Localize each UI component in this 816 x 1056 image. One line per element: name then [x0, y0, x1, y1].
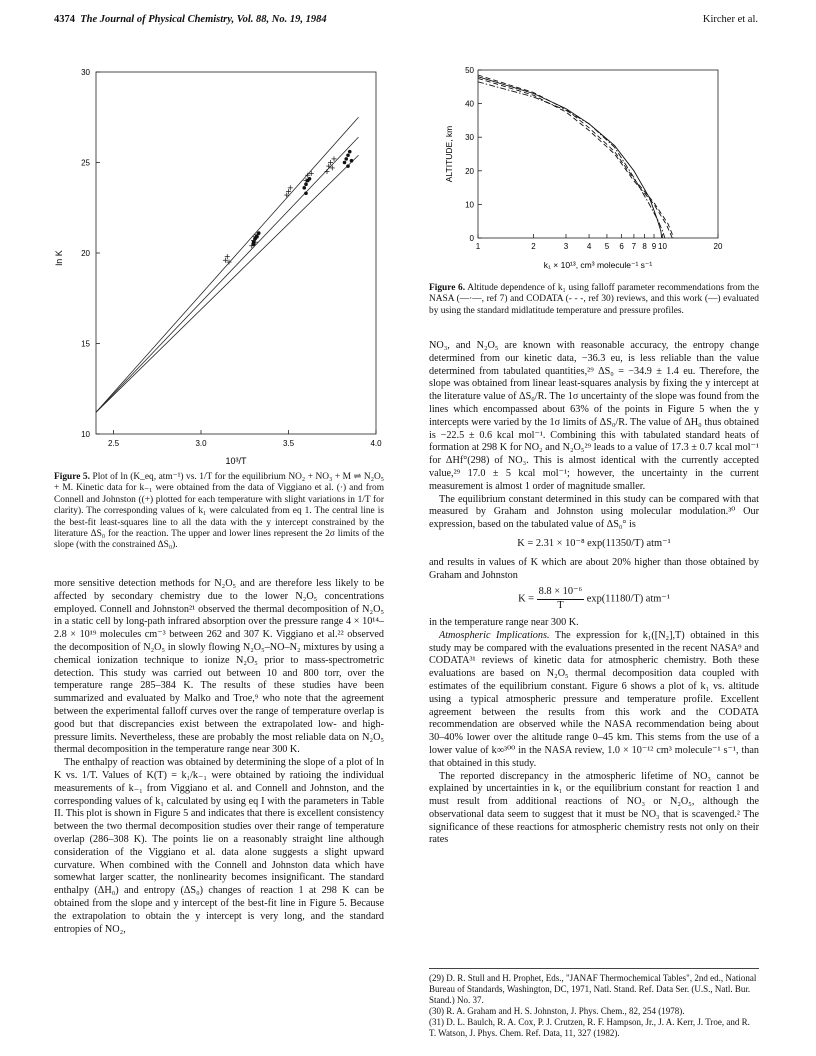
fig5-point-viggiano — [344, 157, 348, 161]
fig5-point-connell — [325, 169, 330, 174]
fig5-point-viggiano — [257, 231, 261, 235]
fig5-point-viggiano — [348, 150, 352, 154]
fig6-xtick-label: 1 — [475, 242, 481, 251]
fig6-ticks — [465, 66, 723, 251]
fig5-fit-lines — [96, 117, 359, 412]
fig5-frame — [96, 72, 376, 434]
fig6-curves — [478, 75, 674, 238]
fig5-fit-line-3 — [96, 155, 359, 412]
fig5-ytick-label: 15 — [81, 339, 90, 349]
page-number: 4374 — [54, 14, 75, 25]
right-paragraph-3: and results in values of K which are about 20% higher than those obtained by Graham and Johnston — [429, 556, 759, 581]
fig5-point-viggiano — [308, 177, 312, 181]
reference-29: (29) D. R. Stull and H. Prophet, Eds., "JANAF Thermochemical Tables", 2nd ed., National Bureau of Standards, Washington, DC, 1971, Natl. Stand. Ref. Data Ser. (U.S., Natl. Bur. Stand.) No. 37. — [429, 973, 757, 1005]
fig6-ylabel: ALTITUDE, km — [444, 125, 454, 183]
fig6-xtick-label: 6 — [619, 242, 624, 251]
fig5-point-viggiano — [304, 191, 308, 195]
fig6-xtick-label: 4 — [586, 242, 592, 251]
fig6-curve-dashed-3 — [478, 78, 672, 238]
fig5-xlabel: 10³/T — [225, 456, 247, 466]
fig6-xtick-label: 10 — [658, 242, 667, 251]
eq2-numerator: 8.8 × 10⁻⁶ — [537, 586, 585, 600]
right-paragraph-5 — [429, 630, 759, 771]
fig6-xtick-label: 9 — [651, 242, 657, 251]
equation-2 — [429, 586, 759, 613]
fig5-point-viggiano — [346, 153, 350, 157]
fig5-point-viggiano — [302, 186, 306, 190]
fig6-xtick-label: 8 — [642, 242, 647, 251]
fig5-ticks — [81, 68, 382, 448]
fig6-ytick-label: 30 — [465, 133, 474, 143]
fig6-xtick-label: 20 — [713, 242, 723, 251]
fig5-ytick-label: 30 — [81, 68, 90, 77]
running-header-left — [54, 14, 327, 25]
right-paragraph-6: The reported discrepancy in the atmospheric lifetime of NO₃ cannot be explained by uncertainties in k₁ or the equilibrium constant for reaction 1 and must result from additional reactions of NO₃ or N₂O₅, although the observational data seem to suggest that it must be NO₃ that is scavenged.² The significance of these reactions for atmospheric chemistry rests not only on their rates — [429, 770, 759, 846]
fig5-xtick-label: 3.5 — [282, 439, 295, 448]
eq2-rhs: exp(11180/T) atm⁻¹ — [586, 594, 670, 606]
figure-6-caption — [429, 283, 759, 317]
fig6-xtick-label: 3 — [563, 242, 569, 251]
fig6-xtick-label: 5 — [604, 242, 610, 251]
fig5-caption-label: Figure 5. — [54, 472, 90, 482]
journal-citation: The Journal of Physical Chemistry, Vol. 88, No. 19, 1984 — [80, 14, 327, 25]
equation-1: K = 2.31 × 10⁻⁸ exp(11350/T) atm⁻¹ — [517, 537, 671, 549]
figure-5-caption — [54, 472, 384, 552]
fig6-caption-label: Figure 6. — [429, 283, 466, 293]
fig5-fit-line-1 — [96, 117, 359, 412]
fig5-xtick-label: 3.0 — [195, 439, 207, 448]
fig6-caption-text: Altitude dependence of k₁ using falloff parameter recommendations from the NASA (—·—, ref 7) and CODATA (- - -, ref 30) reviews, and this work (—) evaluated by using the standard midlatitude temperature and pressure profiles. — [429, 283, 760, 316]
fig5-caption-text: Plot of ln (K_eq, atm⁻¹) vs. 1/T for the equilibrium NO₂ + NO₃ + M ⇌ N₂O₅ + M. Kinetic data for k₋₁ were obtained from the data of Viggiano et al. (·) and from Connell and Johnston ((+) plotted for each temperature with slight variations in 1/T for clarity). The corresponding values of k₁ were calculated from eq 1. The central line is the best-fit least-squares line to all the data with the y intercept constrained by the literature ΔS₀ for the reaction. The upper and lower lines represent the 2σ limits of the slope (with the constrained ΔS₀). — [54, 472, 384, 551]
fig6-ytick-label: 0 — [469, 234, 474, 243]
fig6-curve-dash-dot-2 — [478, 82, 665, 238]
right-paragraph-1: NO₃, and N₂O₅ are known with reasonable accuracy, the entropy change determined from our kinetic data, −36.3 eu, is less reliable than the value determined from tabulated quantities,²⁹ ΔS₀ = −34.9 ± 1.4 eu. Therefore, the slope was obtained from linear least-squares analysis by fixing the y intercept at the literature value of ΔS₀/R. The 1σ uncertainty of the slope was found from the lines which encompassed about 63% of the points in Figure 5 when the y intercepts were varied by the 1σ limits of ΔS₀/R. The value of ΔH₀ thus obtained is −22.5 ± 0.6 kcal mol⁻¹. Combining this with tabulated standard heats of formation at 298 K for NO₂ and N₂O₅²⁹ leads to a value of 17.3 ± 0.7 kcal mol⁻¹ for ΔHf°(298) of NO₃. This is almost identical with the currently accepted value,²⁹ 17.0 ± 5 kcal mol⁻¹; however, the uncertainty in the current measurement is almost 1 order of magnitude smaller. — [429, 340, 759, 492]
fig6-ytick-label: 50 — [465, 66, 474, 75]
fig5-xtick-label: 2.5 — [107, 439, 120, 448]
fig6-xtick-label: 7 — [631, 242, 637, 251]
fig5-ytick-label: 25 — [81, 158, 90, 168]
right-column-text — [429, 340, 759, 847]
references — [429, 968, 759, 1039]
section-heading-atmospheric: Atmospheric Implications. — [439, 629, 550, 641]
fig6-xlabel: k₁ × 10¹³, cm³ molecule⁻¹ s⁻¹ — [543, 260, 653, 270]
eq2-denominator: T — [557, 600, 564, 612]
fig5-point-viggiano — [350, 159, 354, 163]
fig6-frame — [478, 70, 718, 238]
figure-5-plot — [50, 60, 390, 470]
reference-31: (31) D. L. Baulch, R. A. Cox, P. J. Crutzen, R. F. Hampson, Jr., J. A. Kerr, J. Troe, and R. T. Watson, J. Phys. Chem. Ref. Data, 11, 327 (1982). — [429, 1017, 750, 1038]
fig5-point-viggiano — [346, 164, 350, 168]
running-header-authors: Kircher et al. — [702, 14, 758, 25]
fig5-ytick-label: 20 — [81, 249, 90, 258]
fig5-ytick-label: 10 — [81, 430, 90, 439]
reference-30: (30) R. A. Graham and H. S. Johnston, J. Phys. Chem., 82, 254 (1978). — [429, 1006, 685, 1016]
fig6-ytick-label: 20 — [465, 166, 474, 176]
fig6-xtick-label: 2 — [531, 242, 536, 251]
left-paragraph-2: The enthalpy of reaction was obtained by determining the slope of a plot of ln K vs. 1/T. Values of K(T) = k₁/k₋₁ were obtained by ratioing the individual measurements of k₋₁ from Viggiano et al. and Connell and Johnston, and the corresponding values of k₁ calculated by using eq I with the parameters in Table II. This plot is shown in Figure 5 and indicates that there is excellent consistency between the two thermal decomposition studies over their range of temperature overlap (286–308 K). The points lie on a reasonably straight line although consideration of the Viggiano et al. data alone suggests a slight upward curvature. When combined with the Connell and Johnston data which have somewhat larger scatter, the nonlinearity becomes insignificant. The standard enthalpy (ΔH₀) and entropy (ΔS₀) changes of reaction 1 at 298 K can be obtained from the slope and y intercept of the best-fit line in Figure 5. Because the extrapolation to obtain the y intercept is very long, and the standard entropies of NO₂, — [54, 757, 384, 935]
fig5-point-viggiano — [343, 161, 347, 165]
fig5-fit-line-2 — [96, 137, 359, 412]
right-paragraph-2: The equilibrium constant determined in this study can be compared with that measured by Graham and Johnston using molecular modulation.³⁰ Our expression, based on the tabulated value of ΔS₀° is — [429, 493, 759, 531]
fig6-ytick-label: 10 — [465, 200, 474, 210]
fig5-xtick-label: 4.0 — [370, 439, 382, 448]
fig6-curve-solid-1 — [478, 77, 662, 238]
left-column-text — [54, 578, 384, 936]
fig6-ytick-label: 40 — [465, 99, 474, 109]
eq2-lhs: K = — [518, 594, 535, 606]
figure-6-plot — [430, 60, 730, 285]
fig5-ylabel: ln K — [54, 250, 64, 266]
right-paragraph-5-text: The expression for k₁([N₂],T) obtained in this study may be compared with the evaluations presented in the recent NASA⁹ and CODATA³¹ reviews of kinetic data for atmospheric chemistry. Both these evaluations are based on N₂O₅ thermal decomposition data coupled with estimates of the equilibrium constant. Figure 6 shows a plot of k₁ vs. altitude using a typical atmospheric pressure and temperature profile. Excellent agreement between the results from this work and the CODATA recommendation are observed while the NASA recommendation being about 30–40% lower over the altitude range 0–45 km. This stems from the use of a lower value of k∞³⁰⁰ in the NASA review, 1.0 × 10⁻¹² cm³ molecule⁻¹ s⁻¹, than that obtained in this study. — [429, 629, 759, 769]
right-paragraph-4: in the temperature range near 300 K. — [429, 616, 579, 628]
fig6-curve-dashed-4 — [478, 75, 674, 238]
eq2-fraction — [537, 586, 585, 613]
left-paragraph-1: more sensitive detection methods for N₂O₅ and are therefore less likely to be affected by secondary chemistry due to the lower N₂O₅ concentrations employed. Connell and Johnston²¹ observed the thermal decomposition of N₂O₅ in a static cell by long-path infrared absorption over the pressure range 4 × 10¹⁴–2.8 × 10¹⁹ molecules cm⁻³ between 262 and 307 K. Viggiano et al.²² observed the decomposition of N₂O₅ in slowly flowing N₂O₅–NO–N₂ mixtures by using a chemical ionization technique to ionize N₂O₅ prior to mass-spectrometric detection. This study was carried out between 10 and 800 torr, over the temperature range 285–384 K. The results of these studies have been summarized and evaluated by Malko and Troe,⁹ who note that the agreement between the experimental falloff curves over the range of temperature overlap is good but that discrepancies exist between the extrapolated low- and high-pressure limits. Nevertheless, these are probably the most reliable data on N₂O₅ thermal decomposition in the temperature range near 300 K. — [54, 578, 384, 756]
